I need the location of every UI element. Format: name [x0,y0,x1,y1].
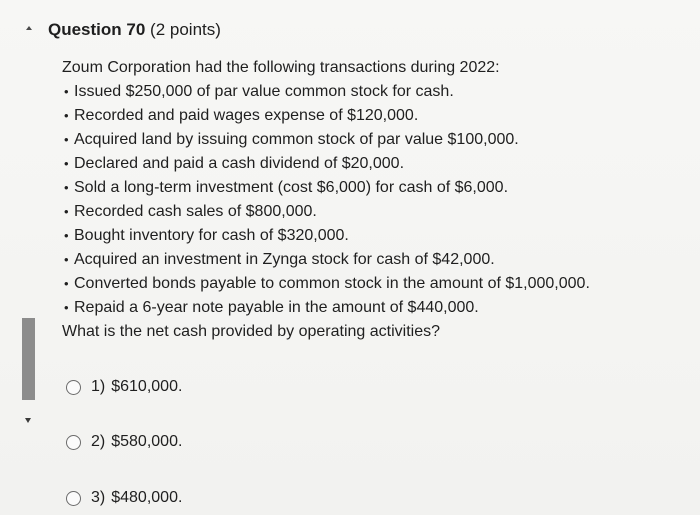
question-intro: Zoum Corporation had the following transactions during 2022: [62,59,500,76]
list-item [62,104,692,128]
transaction-text: Acquired an investment in Zynga stock for cash of $42,000. [74,251,495,268]
bullet-icon: • [64,180,69,195]
transaction-list [62,80,692,320]
transaction-text: Repaid a 6-year note payable in the amount of $440,000. [74,299,479,316]
scrollbar-thumb[interactable] [22,318,35,400]
option-label: $580,000. [111,433,183,450]
bullet-icon: • [64,132,69,147]
answer-option-3[interactable] [66,489,182,507]
list-item [62,200,692,224]
bullet-icon: • [64,252,69,267]
radio-button[interactable] [66,491,81,506]
bullet-icon: • [64,84,69,99]
transaction-text: Acquired land by issuing common stock of par value $100,000. [74,131,519,148]
transaction-text: Issued $250,000 of par value common stock for cash. [74,83,454,100]
list-item [62,176,692,200]
question-body [62,56,692,344]
radio-button[interactable] [66,380,81,395]
scroll-up-arrow-icon[interactable] [26,26,32,30]
list-item [62,224,692,248]
list-item [62,248,692,272]
question-points: (2 points) [150,20,221,39]
question-header [48,18,221,42]
option-label: $610,000. [111,378,183,395]
bullet-icon: • [64,276,69,291]
scroll-down-arrow-icon[interactable] [25,418,31,423]
option-number: 1) [91,378,106,395]
answer-option-2[interactable] [66,433,182,451]
option-label: $480,000. [111,489,183,506]
transaction-text: Recorded cash sales of $800,000. [74,203,317,220]
question-title: Question 70 [48,20,146,39]
radio-button[interactable] [66,435,81,450]
list-item [62,152,692,176]
answer-option-1[interactable] [66,378,182,396]
transaction-text: Declared and paid a cash dividend of $20,000. [74,155,405,172]
option-number: 2) [91,433,106,450]
question-prompt: What is the net cash provided by operating activities? [62,323,440,340]
bullet-icon: • [64,156,69,171]
transaction-text: Sold a long-term investment (cost $6,000) for cash of $6,000. [74,179,509,196]
list-item [62,272,692,296]
transaction-text: Converted bonds payable to common stock in the amount of $1,000,000. [74,275,590,292]
bullet-icon: • [64,204,69,219]
option-number: 3) [91,489,106,506]
list-item [62,128,692,152]
transaction-text: Recorded and paid wages expense of $120,000. [74,107,419,124]
bullet-icon: • [64,300,69,315]
list-item [62,80,692,104]
bullet-icon: • [64,228,69,243]
bullet-icon: • [64,108,69,123]
transaction-text: Bought inventory for cash of $320,000. [74,227,349,244]
list-item [62,296,692,320]
